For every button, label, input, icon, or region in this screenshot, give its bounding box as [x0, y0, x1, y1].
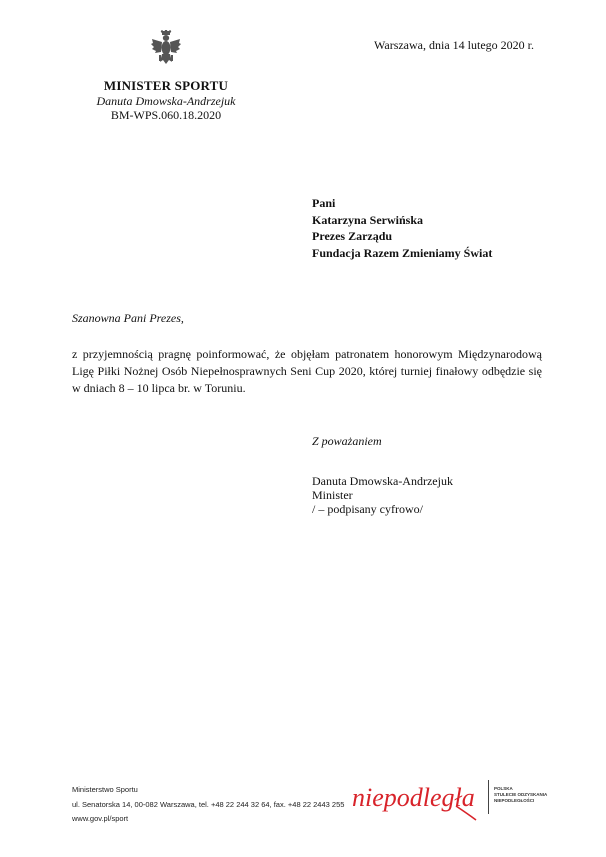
caption-line-2: STULECIE ODZYSKANIA [494, 792, 548, 797]
letter-date: Warszawa, dnia 14 lutego 2020 r. [374, 38, 534, 52]
footer-address: ul. Senatorska 14, 00-082 Warszawa, tel. +48 22 244 32 64, fax. +48 22 2443 255 [72, 800, 345, 809]
niepodlegla-logo [352, 776, 482, 826]
signature-title: Minister [312, 488, 353, 502]
issuer-title: MINISTER SPORTU [103, 78, 229, 93]
letter-body: z przyjemnością pragnę poinformować, że objęłam patronatem honorowym Międzynarodową Ligę Piłki Nożnej Osób Niepełnosprawnych Seni Cup 2020, której turniej finałowy odbędzie się w dniach 8 – 10 lipca br. w Toruniu. [72, 347, 542, 395]
niepodlegla-caption [494, 786, 547, 804]
recipient-organization: Fundacja Razem Zmieniamy Świat [312, 246, 493, 260]
salutation: Szanowna Pani Prezes, [72, 311, 184, 325]
niepodlegla-logo-text: niepodległa [352, 783, 475, 812]
signature-name: Danuta Dmowska-Andrzejuk [312, 474, 453, 488]
recipient-position: Prezes Zarządu [312, 229, 393, 243]
polish-eagle-icon [150, 30, 182, 68]
caption-line-3: NIEPODLEGŁOŚCI [494, 798, 535, 803]
signature-note: / – podpisany cyfrowo/ [312, 502, 423, 516]
footer-website[interactable]: www.gov.pl/sport [72, 814, 129, 823]
reference-number: BM-WPS.060.18.2020 [110, 108, 222, 122]
caption-line-1: POLSKA [494, 786, 513, 791]
closing: Z poważaniem [312, 434, 382, 448]
footer-divider [488, 780, 489, 814]
footer-org: Ministerstwo Sportu [72, 785, 138, 794]
recipient-name: Katarzyna Serwińska [312, 213, 423, 227]
issuer-name: Danuta Dmowska-Andrzejuk [96, 94, 236, 108]
recipient-line-1: Pani [312, 196, 336, 210]
